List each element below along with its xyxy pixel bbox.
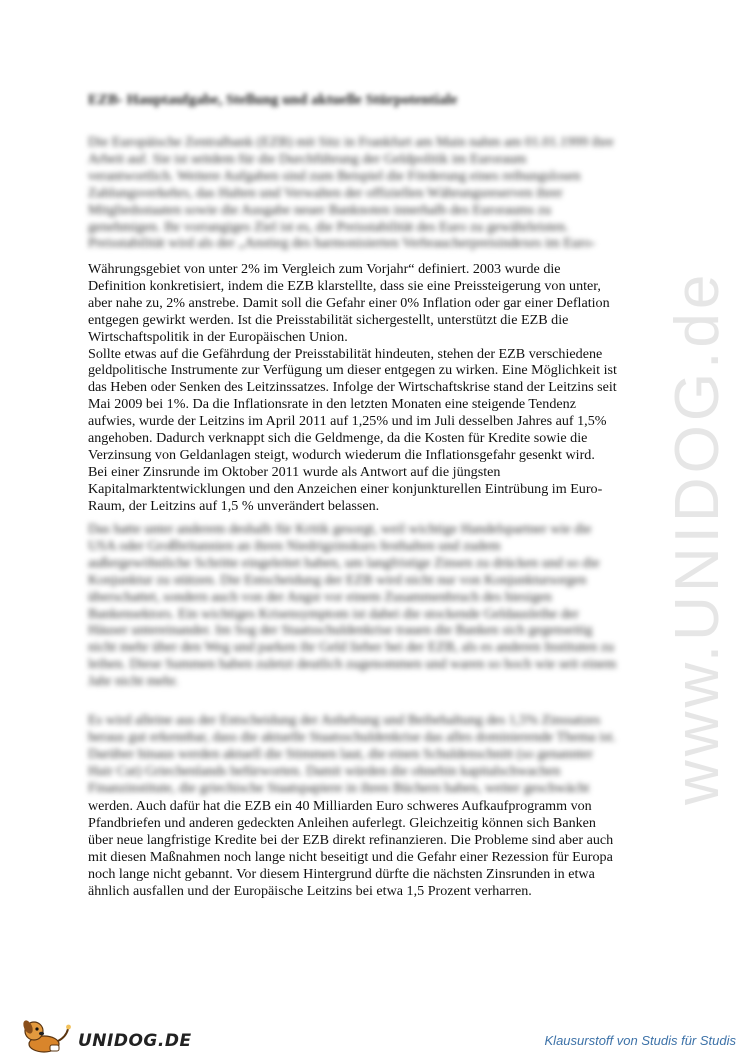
text-line: heraus gut erkennbar, dass die aktuelle Staatsschuldenkrise das alles dominierende Thema ist. bbox=[88, 728, 616, 745]
text-line: noch lange nicht gebannt. Vor diesem Hintergrund dürfte die nächsten Zinsrunden in etwa bbox=[88, 865, 595, 882]
document-title: EZB- Hauptaufgabe, Stellung und aktuelle Stürpotentiale bbox=[88, 92, 458, 108]
paragraph-1-blurred bbox=[88, 134, 663, 252]
text-line: Es wird alleine aus der Entscheidung der Anhebung und Beibehaltung des 1,5% Zinssatzes bbox=[88, 712, 601, 728]
text-line: Finanzinstitute, die griechische Staatspapiere in ihren Büchern haben, weiter geschwächt bbox=[88, 779, 590, 796]
text-line: Kapitalmarktentwicklungen und den Anzeichen einer konjunkturellen Eintrübung im Euro- bbox=[88, 480, 603, 497]
text-line: Pfandbriefen und anderen gedeckten Anleihen auferlegt. Gleichzeitig können sich Banken bbox=[88, 814, 596, 831]
text-line: USA oder Großbritannien an ihren Niedrigzinskurs festhalten und zudem bbox=[88, 537, 501, 554]
text-line: Währungsgebiet von unter 2% im Vergleich zum Vorjahr“ definiert. 2003 wurde die bbox=[88, 261, 561, 277]
text-line: nicht mehr über den Weg und parken ihr Geld lieber bei der EZB, als es anderen Instituten zu bbox=[88, 639, 615, 656]
footer-tagline: Klausurstoff von Studis für Studis bbox=[544, 1033, 736, 1048]
text-line: Darüber hinaus werden aktuell die Stimmen laut, die einen Schuldenschnitt (so genannter bbox=[88, 745, 593, 762]
watermark-text: www.UNIDOG.de bbox=[663, 270, 732, 805]
paragraph-1-visible bbox=[88, 261, 663, 515]
text-line: werden. Auch dafür hat die EZB ein 40 Milliarden Euro schweres Aufkaufprogramm von bbox=[88, 798, 592, 814]
text-line: außergewöhnliche Schritte eingeleitet haben, um langfristige Zinsen zu drücken und so die bbox=[88, 554, 600, 571]
text-line: Raum, der Leitzins auf 1,5 % unverändert belassen. bbox=[88, 497, 380, 514]
text-line: Definition konkretisiert, indem die EZB klarstellte, dass sie eine Preissteigerung von unter, bbox=[88, 277, 601, 294]
text-line: geldpolitische Instrumente zur Verfügung um dieser entgegen zu wirken. Eine Möglichkeit ist bbox=[88, 362, 617, 379]
watermark bbox=[650, 250, 740, 810]
text-line: Häuser untereinander. Im Sog der Staatsschuldenkrise trauen die Banken sich gegenseitig bbox=[88, 622, 593, 639]
text-line: Mitgliedsstaaten sowie die Ausgabe neuer Banknoten innerhalb des Euroraums zu bbox=[88, 201, 552, 218]
paragraph-2-blurred bbox=[88, 521, 663, 690]
text-line: verantwortlich. Weitere Aufgaben sind zum Beispiel die Förderung eines reibungslosen bbox=[88, 167, 581, 184]
paragraph-3-visible bbox=[88, 798, 663, 899]
text-line: Preisstabilität wird als der „Anstieg des harmonisierten Verbraucherpreisindexes im Euro- bbox=[88, 235, 596, 252]
unidog-logo[interactable] bbox=[20, 1015, 210, 1055]
text-line: das Heben oder Senken des Leitzinssatzes. Infolge der Wirtschaftskrise stand der Leitzins seit bbox=[88, 379, 617, 396]
text-line: Hair Cut) Griechenlands befürworten. Damit würden die ohnehin kapitalschwachen bbox=[88, 762, 561, 779]
text-line: aufwies, wurde der Leitzins im April 2011 auf 1,25% und im Juli desselben Jahres auf 1,5% bbox=[88, 413, 607, 430]
text-line: Sollte etwas auf die Gefährdung der Preisstabilität hindeuten, stehen der EZB verschiedene bbox=[88, 345, 603, 362]
logo-text: UNIDOG.DE bbox=[78, 1031, 192, 1051]
text-line: Jahr nicht mehr. bbox=[88, 673, 179, 690]
text-line: Mai 2009 bei 1%. Da die Inflationsrate in den letzten Monaten eine steigende Tendenz bbox=[88, 396, 576, 413]
text-line: angehoben. Dadurch verknappt sich die Geldmenge, da die Kosten für Kredite sowie die bbox=[88, 430, 588, 447]
text-line: über neue langfristige Kredite bei der EZB direkt refinanzieren. Die Probleme sind aber auch bbox=[88, 831, 614, 848]
text-line: entgegen gewirkt werden. Ist die Preisstabilität sichergestellt, unterstützt die EZB die bbox=[88, 311, 569, 328]
text-line: Bei einer Zinsrunde im Oktober 2011 wurde als Antwort auf die jüngsten bbox=[88, 463, 501, 480]
text-line: ähnlich ausfallen und der Europäische Leitzins bei etwa 1,5 Prozent verharren. bbox=[88, 882, 532, 899]
dog-mascot-icon bbox=[20, 1015, 76, 1055]
text-line: Arbeit auf. Sie ist seitdem für die Durchführung der Geldpolitik im Euroraum bbox=[88, 150, 527, 167]
text-line: Zahlungsverkehrs, das Halten und Verwalten der offiziellen Währungsreserven ihrer bbox=[88, 184, 563, 201]
text-line: mit diesen Maßnahmen noch lange nicht beseitigt und die Gefahr einer Rezession für Europa bbox=[88, 848, 613, 865]
text-line: genehmigen. Ihr vorrangiges Ziel ist es, die Preisstabilität des Euro zu gewährleisten. bbox=[88, 218, 569, 235]
text-line: aber nahe zu, 2% anstrebe. Damit soll die Gefahr einer 0% Inflation oder gar einer Deflation bbox=[88, 294, 610, 311]
text-line: leihen. Diese Summen haben zuletzt deutlich zugenommen und waren so hoch wie seit einem bbox=[88, 656, 617, 673]
paragraph-3-blurred bbox=[88, 712, 663, 797]
text-line: Die Europäische Zentralbank (EZB) mit Sitz in Frankfurt am Main nahm am 01.01.1999 ihre bbox=[88, 134, 614, 150]
text-line: Das hatte unter anderem deshalb für Kritik gesorgt, weil wichtige Handelspartner wie die bbox=[88, 521, 592, 537]
text-line: Bankensektors. Ein wichtiges Krisensymptom ist dabei die stockende Geldausleihe der bbox=[88, 605, 579, 622]
text-line: Konjunktur zu stützen. Die Entscheidung der EZB wird nicht nur von Konjunktursorgen bbox=[88, 571, 587, 588]
text-line: Verzinsung von Geldanlagen steigt, wodurch wiederum die Inflationsgefahr gesenkt wird. bbox=[88, 446, 595, 463]
text-line: Wirtschaftspolitik in der Europäischen Union. bbox=[88, 328, 348, 345]
text-line: überschattet, sondern auch von der Angst vor einem Zusammenbruch des hiesigen bbox=[88, 588, 552, 605]
